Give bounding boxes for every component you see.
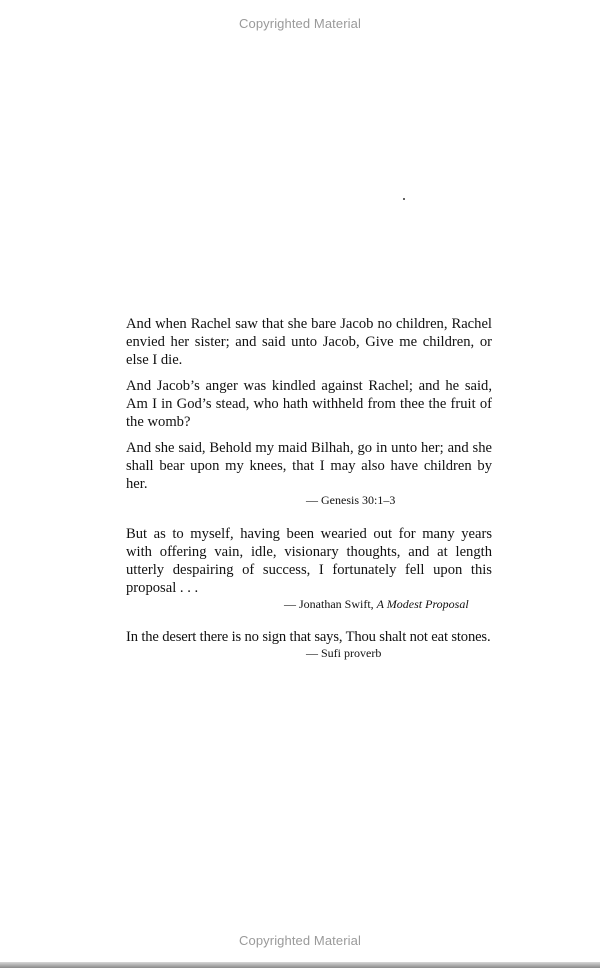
copyright-watermark-bottom: Copyrighted Material (239, 933, 361, 948)
swift-attribution (126, 597, 492, 611)
swift-work-title: A Modest Proposal (376, 597, 469, 611)
genesis-epigraph (126, 315, 492, 507)
genesis-verse-3: And she said, Behold my maid Bilhah, go in unto her; and she shall bear upon my knees, that I may also have children by her. (126, 440, 492, 492)
swift-author: — Jonathan Swift, (284, 597, 374, 611)
genesis-attribution: — Genesis 30:1–3 (306, 493, 396, 507)
spacer (126, 611, 492, 628)
sufi-epigraph (126, 628, 492, 660)
swift-epigraph (126, 525, 492, 611)
sufi-attribution: — Sufi proverb (306, 646, 382, 660)
genesis-verse-1: And when Rachel saw that she bare Jacob no children, Rachel envied her sister; and said unto Jacob, Give me children, or else I die. (126, 316, 492, 368)
page-edge-bar (0, 962, 600, 968)
sufi-quote: In the desert there is no sign that says, Thou shalt not eat stones. (126, 629, 491, 645)
genesis-verse-2: And Jacob’s anger was kindled against Rachel; and he said, Am I in God’s stead, who hath withheld from thee the fruit of the womb? (126, 378, 492, 430)
swift-quote: But as to myself, having been wearied out for many years with offering vain, idle, visionary thoughts, and at length utterly despairing of success, I fortunately fell upon this proposal . . . (126, 526, 492, 596)
copyright-watermark-top: Copyrighted Material (239, 16, 361, 31)
spacer (126, 507, 492, 525)
epigraphs (126, 315, 492, 660)
print-speck (403, 198, 405, 200)
